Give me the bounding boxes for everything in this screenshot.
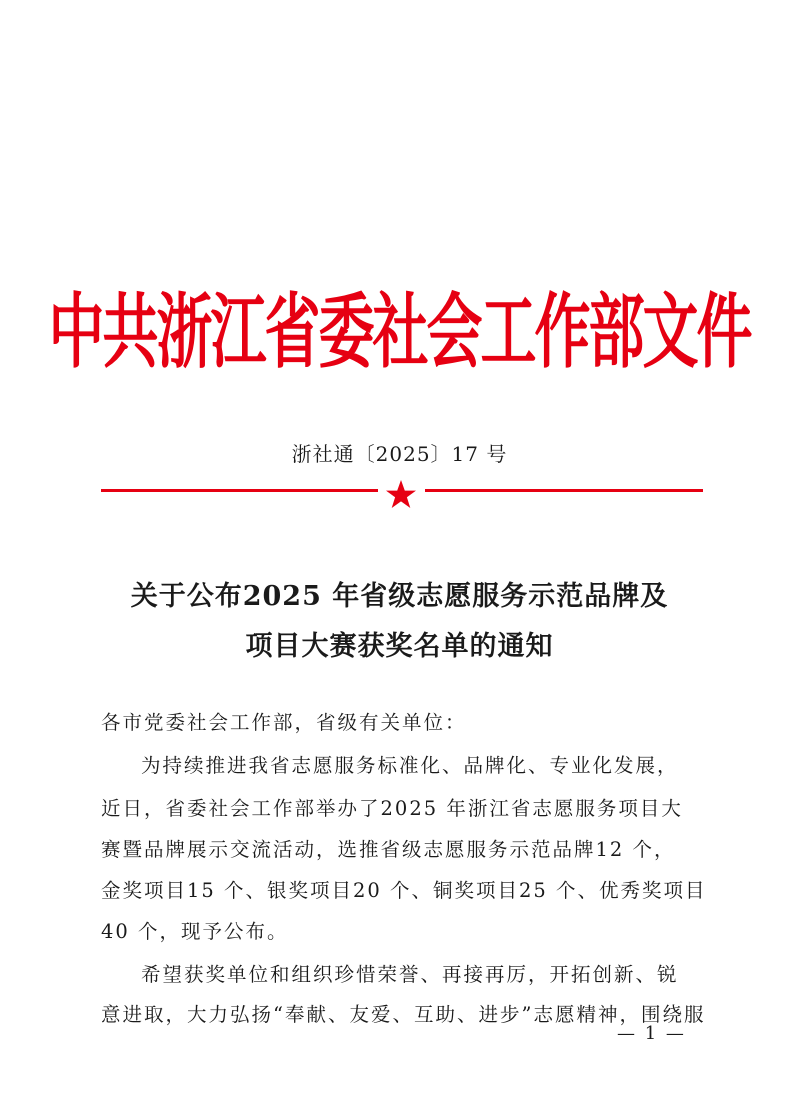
paragraph-2-line-2: 意进取，大力弘扬“奉献、友爱、互助、进步”志愿精神，围绕服 bbox=[101, 1003, 706, 1026]
paragraph-1-line-1: 为持续推进我省志愿服务标准化、品牌化、专业化发展， bbox=[141, 754, 679, 777]
paragraph-1-line-5: 40 个，现予公布。 bbox=[101, 920, 289, 943]
paragraph-2-line-1: 希望获奖单位和组织珍惜荣誉、再接再厉，开拓创新、锐 bbox=[141, 963, 679, 986]
paragraph-1-line-4: 金奖项目15 个、银奖项目20 个、铜奖项目25 个、优秀奖项目 bbox=[101, 879, 707, 902]
page-number: — 1 — bbox=[617, 1023, 686, 1044]
red-divider-left bbox=[101, 489, 378, 492]
notice-title-line-1: 关于公布2025 年省级志愿服务示范品牌及 bbox=[130, 581, 669, 612]
star-icon bbox=[385, 479, 417, 511]
masthead-title: 中共浙江省委社会工作部文件 bbox=[48, 285, 751, 381]
red-divider-right bbox=[425, 489, 703, 492]
document-number: 浙社通〔2025〕17 号 bbox=[291, 442, 508, 466]
paragraph-1-line-2: 近日，省委社会工作部举办了2025 年浙江省志愿服务项目大 bbox=[101, 797, 683, 820]
notice-title-line-2: 项目大赛获奖名单的通知 bbox=[245, 631, 554, 662]
paragraph-1-line-3: 赛暨品牌展示交流活动，选推省级志愿服务示范品牌12 个， bbox=[101, 838, 676, 861]
salutation: 各市党委社会工作部，省级有关单位： bbox=[101, 711, 467, 734]
